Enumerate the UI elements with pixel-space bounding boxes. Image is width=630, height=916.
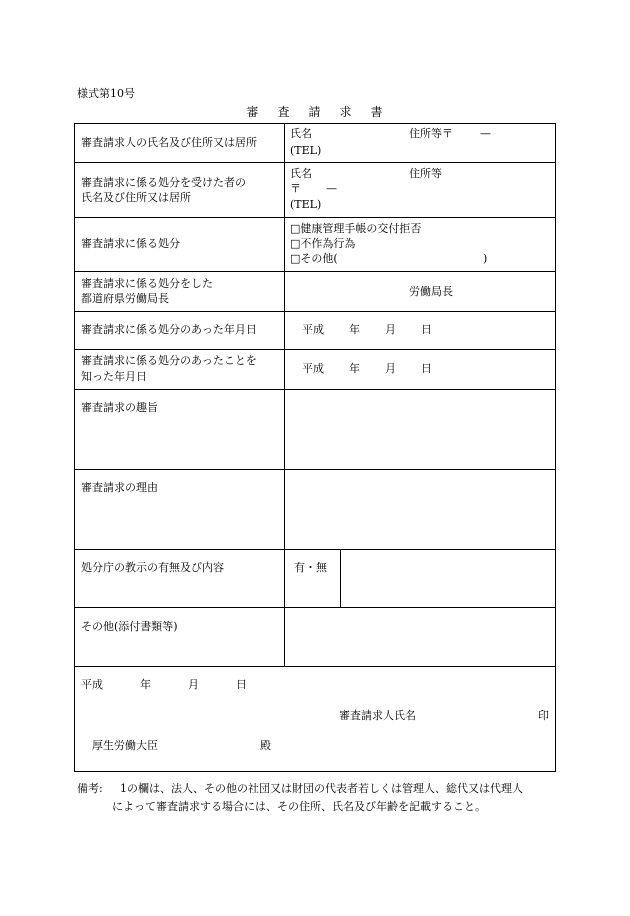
form-title xyxy=(0,103,630,120)
claimant-address-label: 住所等〒 xyxy=(409,127,453,140)
known-date-era: 平成 xyxy=(302,362,324,375)
row-divider xyxy=(74,271,556,272)
claimant-postal-dash: — xyxy=(480,127,491,140)
reason-label: 審査請求の理由 xyxy=(81,481,158,494)
disposition-date-day: 日 xyxy=(421,323,432,336)
disposed-person-name-label: 氏名 xyxy=(290,167,312,180)
title-char: 請 xyxy=(308,105,322,119)
column-divider xyxy=(284,123,285,666)
form-number: 様式第10号 xyxy=(77,87,135,100)
row-divider xyxy=(74,666,556,667)
disposition-label: 審査請求に係る処分 xyxy=(81,237,180,250)
addressee-honorific: 殿 xyxy=(260,739,271,752)
footer-day: 日 xyxy=(236,678,247,691)
row-divider xyxy=(74,607,556,608)
title-char: 査 xyxy=(277,105,291,119)
known-date-label-line2: 知った年月日 xyxy=(81,370,147,383)
notes-line2: によって審査請求する場合には、その住所、氏名及び年齢を記載すること。 xyxy=(112,800,486,813)
notes-line1: 1の欄は、法人、その他の社団又は財団の代表者若しくは管理人、総代又は代理人 xyxy=(120,782,523,795)
bureau-value: 労働局長 xyxy=(409,285,453,298)
footer-year: 年 xyxy=(140,678,151,691)
postal-dash: — xyxy=(326,182,337,195)
row-divider xyxy=(74,469,556,470)
known-date-label-line1: 審査請求に係る処分のあったことを xyxy=(81,354,257,367)
addressee: 厚生労働大臣 xyxy=(92,739,158,752)
row-divider xyxy=(74,311,556,312)
disposition-date-label: 審査請求に係る処分のあった年月日 xyxy=(81,323,257,336)
row-divider xyxy=(74,349,556,350)
row-divider xyxy=(74,162,556,163)
instruction-value: 有・無 xyxy=(294,561,327,574)
row-divider xyxy=(74,217,556,218)
form-table xyxy=(74,123,556,772)
title-char: 書 xyxy=(370,105,384,119)
disposition-other-close: ) xyxy=(483,252,488,265)
claimant-label: 審査請求人の氏名及び住所又は居所 xyxy=(81,136,257,149)
disposed-person-tel-label: (TEL) xyxy=(290,198,322,211)
claimant-signature-label: 審査請求人氏名 xyxy=(339,709,416,722)
disposition-date-month: 月 xyxy=(385,323,396,336)
disposed-person-address-label: 住所等 xyxy=(409,167,442,180)
seal-mark: 印 xyxy=(538,709,549,722)
claimant-tel-label: (TEL) xyxy=(290,144,322,157)
disposition-option-denial[interactable]: □健康管理手帳の交付拒否 xyxy=(290,222,422,235)
known-date-year: 年 xyxy=(349,362,360,375)
disposition-date-era: 平成 xyxy=(302,323,324,336)
bureau-label-line1: 審査請求に係る処分をした xyxy=(81,277,213,290)
claimant-name-label: 氏名 xyxy=(290,127,312,140)
bureau-label-line2: 都道府県労働局長 xyxy=(81,292,169,305)
notes-heading: 備考: xyxy=(77,782,103,795)
purpose-label: 審査請求の趣旨 xyxy=(81,401,158,414)
title-char: 求 xyxy=(339,105,353,119)
disposition-date-year: 年 xyxy=(349,323,360,336)
known-date-month: 月 xyxy=(385,362,396,375)
other-label: その他(添付書類等) xyxy=(81,620,178,633)
disposition-option-inaction[interactable]: □不作為行為 xyxy=(290,237,356,250)
footer-era: 平成 xyxy=(81,678,103,691)
instruction-label: 処分庁の教示の有無及び内容 xyxy=(81,561,224,574)
footer-month: 月 xyxy=(188,678,199,691)
row-divider xyxy=(74,549,556,550)
disposed-person-label-line2: 氏名及び住所又は居所 xyxy=(81,191,191,204)
title-char: 審 xyxy=(246,105,260,119)
disposed-person-label-line1: 審査請求に係る処分を受けた者の xyxy=(81,176,246,189)
column-divider xyxy=(340,549,341,607)
disposition-option-other[interactable]: □その他( xyxy=(290,252,338,265)
known-date-day: 日 xyxy=(421,362,432,375)
row-divider xyxy=(74,389,556,390)
postal-mark: 〒 xyxy=(290,182,301,195)
